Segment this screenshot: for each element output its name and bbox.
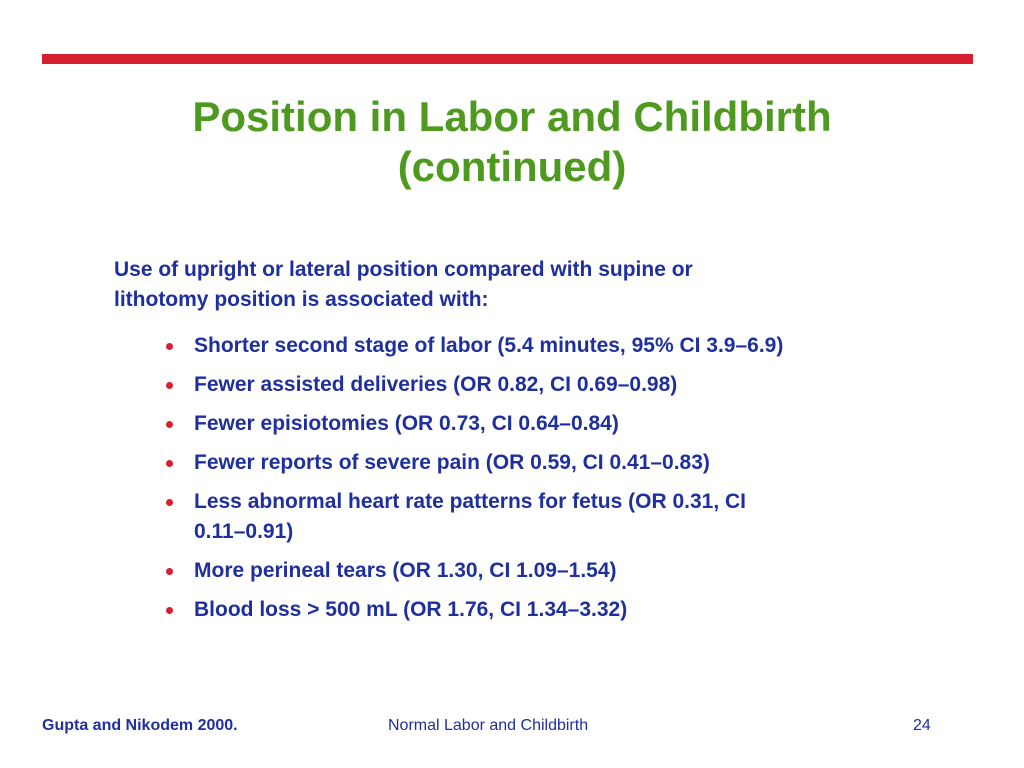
intro-line-2: lithotomy position is associated with: — [114, 288, 489, 311]
bullet-text: Fewer reports of severe pain (OR 0.59, CI 0.41–0.83) — [194, 451, 710, 474]
bullet-text: Fewer assisted deliveries (OR 0.82, CI 0.69–0.98) — [194, 373, 678, 396]
slide-title-line-2: (continued) — [397, 143, 627, 190]
top-rule — [42, 54, 973, 64]
bullet-item — [160, 331, 950, 361]
footer-page-number: 24 — [913, 717, 931, 734]
bullet-item — [160, 409, 950, 439]
bullet-text: Blood loss > 500 mL (OR 1.76, CI 1.34–3.32) — [194, 598, 628, 621]
intro-line-1: Use of upright or lateral position compared with supine or — [114, 258, 693, 281]
slide-title — [0, 92, 1024, 192]
bullet-text: Less abnormal heart rate patterns for fetus (OR 0.31, CI — [194, 490, 746, 513]
bullet-text: Fewer episiotomies (OR 0.73, CI 0.64–0.84) — [194, 412, 619, 435]
footer-deck-title: Normal Labor and Childbirth — [388, 717, 589, 734]
bullet-dot-icon — [166, 382, 173, 389]
bullet-dot-icon — [166, 460, 173, 467]
bullet-text-continued: 0.11–0.91) — [194, 520, 294, 543]
intro-text — [114, 255, 914, 315]
bullet-dot-icon — [166, 568, 173, 575]
slide-title-line-1: Position in Labor and Childbirth — [192, 93, 832, 140]
bullet-dot-icon — [166, 607, 173, 614]
footer-citation: Gupta and Nikodem 2000. — [42, 717, 238, 734]
bullet-text: Shorter second stage of labor (5.4 minutes, 95% CI 3.9–6.9) — [194, 334, 784, 357]
bullet-item — [160, 370, 950, 400]
bullet-dot-icon — [166, 421, 173, 428]
bullet-item — [160, 487, 950, 547]
bullet-dot-icon — [166, 499, 173, 506]
bullet-item — [160, 556, 950, 586]
bullet-dot-icon — [166, 343, 173, 350]
bullet-text: More perineal tears (OR 1.30, CI 1.09–1.54) — [194, 559, 617, 582]
bullet-list — [160, 331, 950, 634]
bullet-item — [160, 448, 950, 478]
bullet-item — [160, 595, 950, 625]
